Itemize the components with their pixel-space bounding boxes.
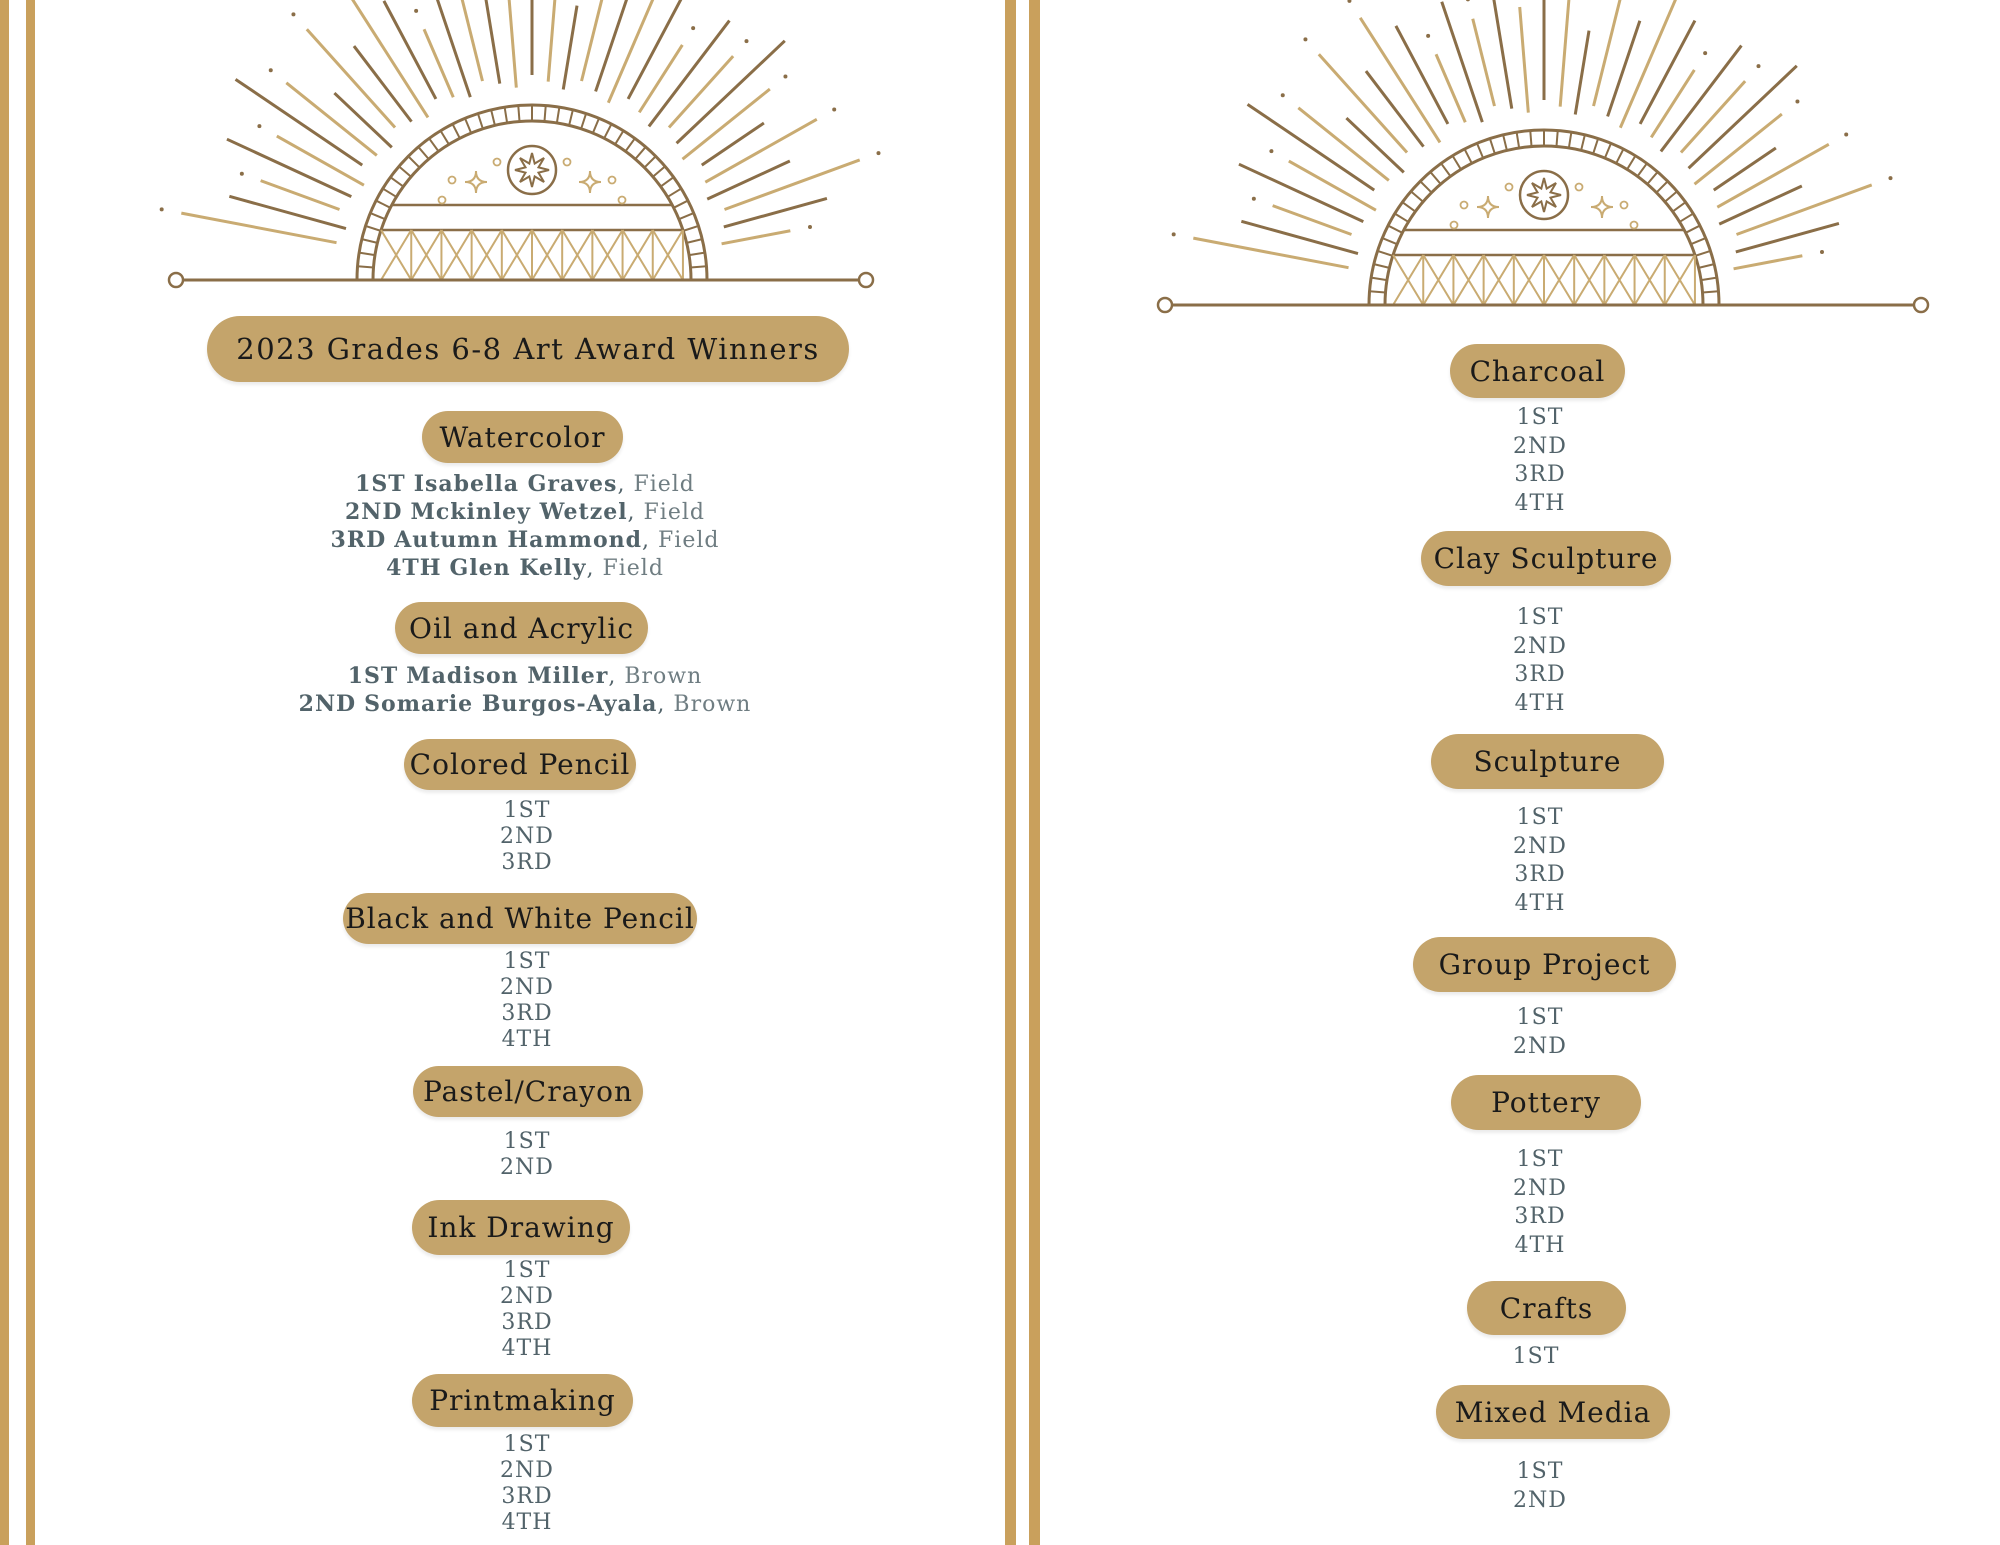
placement-rank: 2ND [500, 975, 554, 1000]
arc-tick [1686, 226, 1700, 233]
ray-dot [1281, 93, 1285, 97]
placement-rank: 2ND [1513, 1175, 1567, 1201]
arc-tick [1656, 181, 1667, 192]
horizon-end-ring [1914, 298, 1928, 312]
ranks-pastel-crayon [427, 1129, 627, 1181]
category-clay-sculpture: Clay Sculpture [1421, 531, 1671, 586]
winner-name: Somarie Burgos-Ayala [364, 691, 658, 717]
placement-rank: 3RD [1514, 862, 1566, 887]
school-name: Field [643, 500, 705, 525]
arc-tick [1402, 202, 1415, 211]
sun-ray [1473, 19, 1495, 106]
placement-rank: 3RD [501, 1484, 553, 1509]
category-printmaking: Printmaking [412, 1374, 633, 1427]
arc-tick [1517, 132, 1520, 148]
ranks-sculpture [1440, 804, 1640, 918]
placement-rank: 2ND [500, 1458, 554, 1483]
sparkle-icon [1591, 196, 1613, 218]
winners-list-oil-and-acrylic [250, 662, 800, 718]
arc-tick [1370, 291, 1386, 292]
placement-rank: 3RD [501, 1001, 553, 1026]
placement-rank: 2ND [1513, 633, 1567, 659]
placement-rank: 1ST [355, 471, 406, 497]
placement-rank: 2ND [1513, 1033, 1567, 1059]
winner-entry: 1ST Madison Miller, Brown [347, 663, 703, 689]
lattice-cell [1423, 255, 1453, 305]
arc-tick [1420, 181, 1431, 192]
winner-name: Autumn Hammond [394, 527, 643, 553]
placement-rank: 1ST [503, 798, 551, 823]
placement-rank: 3RD [501, 850, 553, 875]
arc-tick [1395, 214, 1409, 222]
sun-ray [1681, 81, 1745, 152]
placement-rank: 2ND [500, 1155, 554, 1180]
arc-tick [1453, 156, 1461, 170]
placement-rank: 1ST [503, 1129, 551, 1154]
ranks-printmaking [427, 1432, 627, 1536]
placement-rank: 2ND [1513, 433, 1567, 459]
emblem-dot [1451, 222, 1458, 229]
placement-rank: 3RD [330, 527, 387, 553]
placement-rank: 1ST [503, 1258, 551, 1283]
category-pastel-crayon: Pastel/Crayon [413, 1066, 643, 1117]
ray-dot [1426, 34, 1430, 38]
arc-tick [1691, 238, 1706, 244]
ranks-clay-sculpture [1440, 604, 1640, 718]
arc-tick [1699, 264, 1715, 268]
lattice-cell [1604, 255, 1634, 305]
category-colored-pencil: Colored Pencil [404, 739, 636, 790]
placement-rank: 3RD [1514, 462, 1566, 487]
ranks-colored-pencil [427, 798, 627, 876]
ranks-black-and-white-pencil [427, 949, 627, 1053]
category-ink-drawing: Ink Drawing [412, 1200, 630, 1255]
placement-rank: 4TH [1514, 1232, 1566, 1258]
school-name: Field [658, 528, 720, 553]
category-charcoal: Charcoal [1450, 344, 1625, 398]
placement-rank: 1ST [1516, 1147, 1564, 1172]
lattice-cell [1635, 255, 1665, 305]
arc-tick [1371, 278, 1387, 281]
sun-ray [1289, 161, 1376, 210]
arc-tick [1441, 163, 1450, 176]
sun-ray [1734, 256, 1803, 269]
placement-rank: 1ST [1516, 605, 1564, 630]
arc-tick [1673, 202, 1686, 211]
winner-entry: 4TH Glen Kelly, Field [386, 555, 664, 581]
winner-name: Madison Miller [406, 663, 609, 689]
sun-ray [1575, 31, 1589, 115]
arc-tick [1556, 131, 1557, 147]
sun-ray [1366, 71, 1424, 147]
ray-dot [1820, 250, 1824, 254]
arc-tick [1605, 143, 1611, 158]
lattice-cell [1665, 255, 1695, 305]
arc-tick [1695, 251, 1710, 256]
category-sculpture: Sculpture [1431, 734, 1664, 789]
sun-ray [1594, 0, 1627, 106]
emblem-dot [1576, 184, 1583, 191]
arc-tick [1637, 163, 1646, 176]
arc-tick [1465, 149, 1472, 163]
ranks-pottery [1440, 1146, 1640, 1260]
school-name: Brown [624, 664, 703, 689]
school-name: Field [633, 472, 695, 497]
placement-rank: 2ND [344, 499, 403, 525]
arc-tick [1411, 191, 1423, 201]
placement-rank: 4TH [501, 1027, 553, 1052]
arc-tick [1378, 251, 1393, 256]
sun-ray [1560, 0, 1570, 107]
placement-rank: 1ST [1516, 1005, 1564, 1030]
placement-rank: 3RD [1514, 662, 1566, 687]
placement-rank: 2ND [500, 824, 554, 849]
placement-rank: 3RD [501, 1310, 553, 1335]
horizon-end-ring [1158, 298, 1172, 312]
arc-tick [1569, 132, 1572, 148]
ray-dot [1172, 232, 1176, 236]
category-oil-and-acrylic: Oil and Acrylic [395, 602, 648, 654]
placement-rank: 4TH [1514, 890, 1566, 916]
arc-tick [1430, 172, 1440, 184]
winner-entry: 2ND Somarie Burgos-Ayala, Brown [298, 691, 752, 717]
sun-ray [1346, 118, 1403, 172]
arc-tick [1701, 278, 1717, 281]
star-icon [1527, 178, 1561, 212]
winner-name: Glen Kelly [449, 555, 587, 581]
sun-ray [1442, 2, 1483, 122]
sun-ray [1714, 148, 1776, 190]
placement-rank: 4TH [386, 555, 442, 581]
ray-dot [1269, 149, 1273, 153]
category-crafts: Crafts [1467, 1281, 1626, 1335]
placement-rank: 3RD [1514, 1204, 1566, 1229]
category-pottery: Pottery [1451, 1075, 1641, 1130]
sun-ray [1193, 238, 1348, 268]
placement-rank: 2ND [500, 1284, 554, 1309]
lattice-cell [1574, 255, 1604, 305]
arc-tick [1703, 291, 1719, 292]
lattice-cell [1484, 255, 1514, 305]
category-black-and-white-pencil: Black and White Pencil [343, 893, 697, 944]
placement-rank: 1ST [503, 1432, 551, 1457]
arc-tick [1593, 139, 1598, 154]
sun-ray [1719, 186, 1802, 224]
placement-rank: 4TH [501, 1510, 553, 1535]
emblem-dot [1461, 202, 1468, 209]
arc-tick [1374, 264, 1390, 268]
ray-dot [1252, 197, 1256, 201]
ranks-ink-drawing [427, 1258, 627, 1362]
arc-tick [1382, 238, 1397, 244]
ray-dot [1466, 0, 1470, 1]
sunburst-ornament-right [0, 0, 2000, 320]
ray-dot [1703, 51, 1707, 55]
placement-rank: 1ST [1512, 1344, 1560, 1369]
arc-tick [1490, 139, 1495, 154]
placement-rank: 1ST [503, 949, 551, 974]
ray-dot [1347, 0, 1351, 3]
ray-dot [1756, 64, 1760, 68]
lattice-cell [1453, 255, 1483, 305]
lattice-cell [1514, 255, 1544, 305]
ray-dot [1303, 37, 1307, 41]
winner-entry: 2ND Mckinley Wetzel, Field [344, 499, 705, 525]
winner-name: Mckinley Wetzel [410, 499, 628, 525]
placement-rank: 1ST [347, 663, 399, 689]
school-name: Brown [673, 692, 752, 717]
sun-ray [1520, 7, 1529, 113]
placement-rank: 4TH [1514, 690, 1566, 716]
emblem-dot [1506, 184, 1513, 191]
winner-name: Isabella Graves [413, 471, 618, 497]
arc-tick [1680, 214, 1694, 222]
ray-dot [1888, 176, 1892, 180]
arc-tick [1627, 156, 1635, 170]
ranks-crafts [1436, 1343, 1636, 1372]
placement-rank: 2ND [1513, 833, 1567, 859]
emblem-dot [1621, 202, 1628, 209]
sun-ray [1651, 70, 1694, 137]
ray-dot [1795, 100, 1799, 104]
placement-rank: 4TH [501, 1336, 553, 1361]
lattice-cell [1544, 255, 1574, 305]
lattice-cell [1393, 255, 1423, 305]
placement-rank: 2ND [1513, 1487, 1567, 1513]
category-group-project: Group Project [1413, 937, 1676, 992]
arc-tick [1477, 143, 1483, 158]
winner-entry: 3RD Autumn Hammond, Field [330, 527, 720, 553]
arc-tick [1581, 135, 1585, 151]
page-title: 2023 Grades 6-8 Art Award Winners [207, 316, 849, 382]
sun-ray [1241, 221, 1358, 253]
category-watercolor: Watercolor [422, 411, 623, 463]
arc-tick [1616, 149, 1623, 163]
arc-tick [1503, 135, 1507, 151]
school-name: Field [602, 556, 664, 581]
winners-list-watercolor [250, 470, 800, 582]
sparkle-icon [1477, 196, 1499, 218]
placement-rank: 1ST [1516, 405, 1564, 430]
placement-rank: 2ND [298, 691, 357, 717]
winner-entry: 1ST Isabella Graves, Field [355, 471, 695, 497]
arc-tick [1665, 191, 1677, 201]
emblem-dot [1631, 222, 1638, 229]
category-mixed-media: Mixed Media [1436, 1385, 1670, 1439]
ranks-mixed-media [1440, 1458, 1640, 1515]
arc-tick [1388, 226, 1402, 233]
placement-rank: 4TH [1514, 490, 1566, 516]
placement-rank: 1ST [1516, 1459, 1564, 1484]
arc-tick [1647, 172, 1657, 184]
placement-rank: 1ST [1516, 805, 1564, 830]
ranks-group-project [1440, 1004, 1640, 1061]
sun-ray [1640, 21, 1695, 124]
sun-ray [1396, 26, 1448, 124]
ranks-charcoal [1440, 404, 1640, 518]
ray-dot [1844, 132, 1848, 136]
arc-tick [1530, 131, 1531, 147]
sun-ray [1736, 185, 1871, 235]
